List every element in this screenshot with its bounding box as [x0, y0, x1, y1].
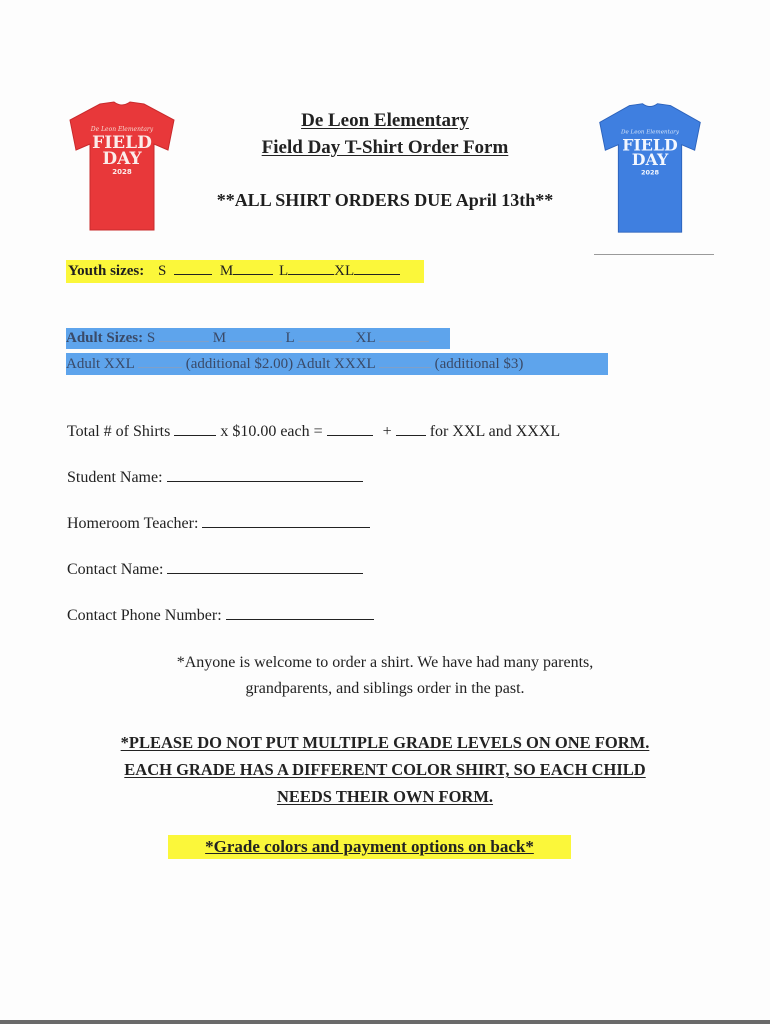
size-label-xl: XL [355, 330, 376, 346]
svg-text:DAY: DAY [102, 149, 142, 169]
divider-line [594, 254, 714, 255]
note-line: *Anyone is welcome to order a shirt. We have had many parents, [176, 654, 594, 671]
total-shirts-field[interactable] [174, 421, 216, 436]
adult-xxl-label: Adult XXL [66, 356, 135, 372]
plus-sign: + [382, 423, 392, 440]
adult-xxxl-note: (additional $3) [434, 356, 524, 372]
blue-tshirt-image [590, 100, 710, 235]
shirt-script-text: De Leon Elementary [90, 126, 154, 133]
subtotal-field[interactable] [327, 421, 373, 436]
tshirt-icon [590, 100, 710, 235]
adult-xxxl-quantity-field[interactable] [379, 354, 431, 368]
school-name-title: De Leon Elementary [301, 110, 469, 131]
size-label-s: S [158, 263, 167, 279]
homeroom-teacher-label: Homeroom Teacher: [67, 515, 199, 532]
tshirt-icon [62, 98, 182, 233]
size-label-xl: XL [334, 263, 355, 279]
extra-charge-field[interactable] [396, 421, 426, 436]
svg-text:2028: 2028 [112, 168, 132, 176]
size-label-m: M [219, 263, 234, 279]
contact-phone-label: Contact Phone Number: [67, 607, 222, 624]
due-date-notice: **ALL SHIRT ORDERS DUE April 13th** [216, 190, 554, 210]
anyone-welcome-note [0, 650, 770, 702]
contact-phone-row [67, 605, 374, 625]
contact-phone-field[interactable] [226, 605, 374, 620]
adult-sizes-row [66, 328, 450, 349]
size-label-l: L [278, 263, 289, 279]
size-label-s: S [146, 330, 156, 346]
page-bottom-edge [0, 1020, 770, 1024]
multiple-grades-warning [0, 729, 770, 810]
size-label-m: M [212, 330, 227, 346]
youth-sizes-label: Youth sizes: [68, 263, 145, 279]
form-title: Field Day T-Shirt Order Form [261, 137, 509, 158]
adult-l-quantity-field[interactable] [298, 328, 352, 342]
homeroom-teacher-row [67, 513, 370, 533]
adult-extended-sizes-row [66, 353, 608, 375]
red-tshirt-image [62, 98, 182, 233]
size-label-l: L [285, 330, 295, 346]
warning-line: *PLEASE DO NOT PUT MULTIPLE GRADE LEVELS ON ONE FORM. [120, 733, 650, 752]
svg-text:De Leon Elementary: De Leon Elementary [620, 129, 680, 136]
student-name-label: Student Name: [67, 469, 163, 486]
svg-text:FIELD: FIELD [92, 133, 152, 153]
adult-s-quantity-field[interactable] [159, 328, 209, 342]
svg-text:FIELD: FIELD [622, 135, 678, 155]
homeroom-teacher-field[interactable] [202, 513, 370, 528]
grade-colors-back-note: *Grade colors and payment options on back* [168, 835, 571, 859]
contact-name-label: Contact Name: [67, 561, 164, 578]
total-shirts-row [67, 421, 560, 441]
adult-sizes-label: Adult Sizes: [66, 330, 144, 346]
adult-xxl-quantity-field[interactable] [138, 354, 182, 368]
youth-l-quantity-field[interactable] [288, 260, 334, 275]
youth-xl-quantity-field[interactable] [354, 260, 400, 275]
contact-name-field[interactable] [167, 559, 363, 574]
warning-line: NEEDS THEIR OWN FORM. [276, 787, 494, 806]
adult-xxl-note: (additional $2.00) [185, 356, 294, 372]
total-shirts-label: Total # of Shirts [67, 423, 171, 440]
adult-m-quantity-field[interactable] [230, 328, 282, 342]
youth-m-quantity-field[interactable] [233, 260, 273, 275]
student-name-field[interactable] [167, 467, 363, 482]
youth-sizes-row [66, 260, 424, 283]
contact-name-row [67, 559, 363, 579]
note-line: grandparents, and siblings order in the past. [245, 680, 525, 697]
warning-line: EACH GRADE HAS A DIFFERENT COLOR SHIRT, SO EACH CHILD [124, 760, 646, 779]
extra-charge-label: for XXL and XXXL [429, 423, 561, 440]
svg-text:2028: 2028 [640, 168, 660, 177]
youth-s-quantity-field[interactable] [174, 260, 212, 275]
student-name-row [67, 467, 363, 487]
svg-text:DAY: DAY [631, 150, 669, 170]
price-each-label: x $10.00 each = [220, 423, 323, 440]
adult-xl-quantity-field[interactable] [379, 328, 429, 342]
adult-xxxl-label: Adult XXXL [296, 356, 376, 372]
